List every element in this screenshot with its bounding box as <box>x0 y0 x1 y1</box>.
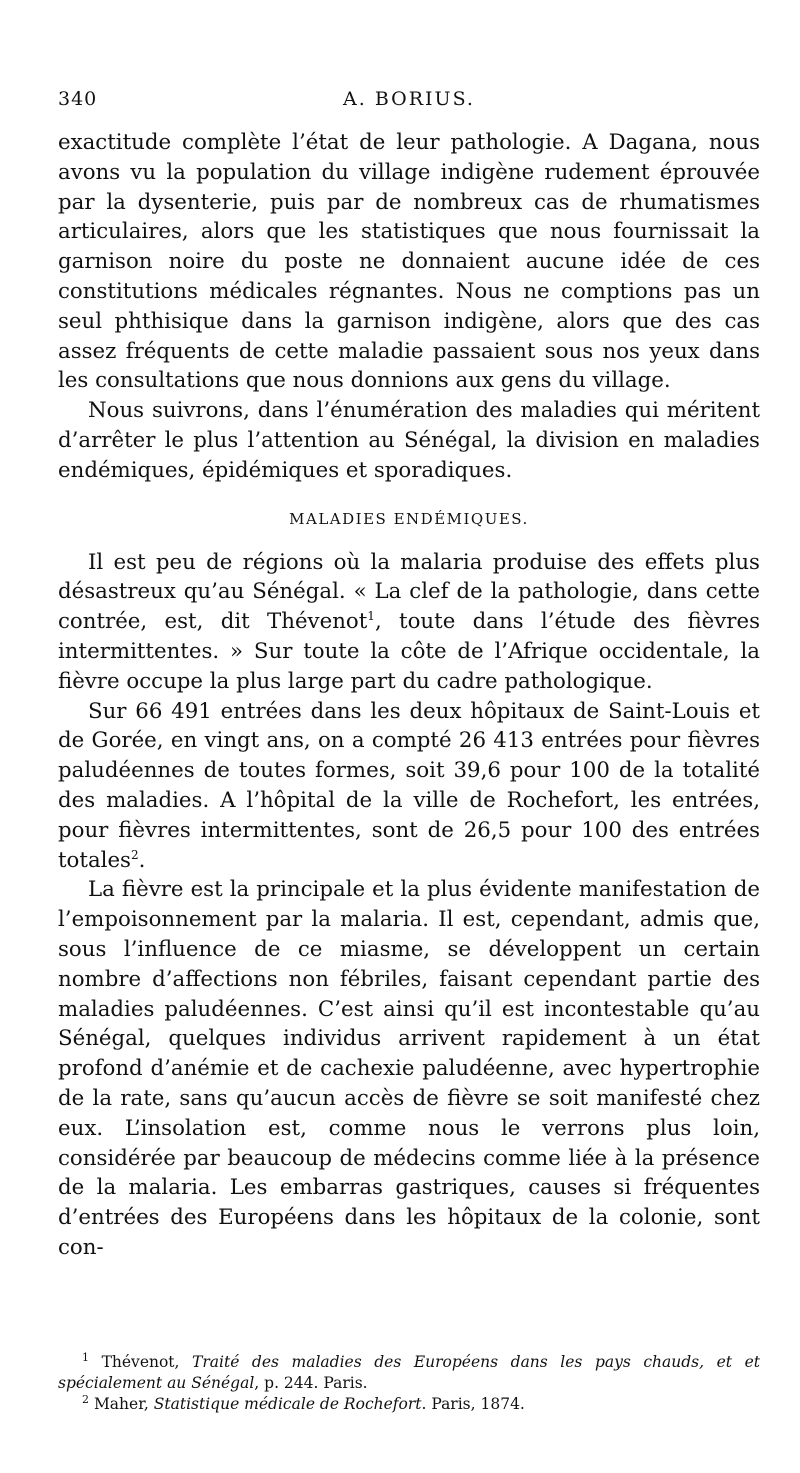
paragraph-division: Nous suivrons, dans l’énumération des maladies qui méritent d’arrêter le plus l’attention au Sénégal, la division en maladies endémiques, épidémiques et sporadiques. <box>58 398 760 483</box>
paragraph-malaria-text-b: , toute dans l’étude des fièvres intermittentes. » Sur toute la côte de l’Afrique occidentale, la fièvre occupe la plus large part du cadre pathologique. <box>58 609 761 694</box>
paragraph-statistics-text-b: . <box>138 847 146 873</box>
footnote-1-rest: , p. 244. Paris. <box>254 1374 368 1392</box>
body-text <box>58 128 760 1263</box>
footnote-2-marker: 2 <box>82 1392 89 1406</box>
footnote-2-author: Maher, <box>93 1395 154 1413</box>
footnote-1-marker: 1 <box>82 1350 89 1364</box>
paragraph-continuation: exactitude complète l’état de leur pathologie. A Dagana, nous avons vu la population du village indigène rudement éprouvée par la dysenterie, puis par de nombreux cas de rhumatismes articulaires, alors que les statistiques que nous fournissait la garnison noire du poste ne donnaient aucune idée de ces constitutions médicales régnantes. Nous ne comptions pas un seul phthisique dans la garnison indigène, alors que des cas assez fréquents de cette maladie passaient sous nos yeux dans les consultations que nous donnions aux gens du village. <box>58 130 760 394</box>
paragraph-fever: La fièvre est la principale et la plus évidente manifestation de l’empoisonnement par la malaria. Il est, cependant, admis que, sous l’influence de ce miasme, se développent un certain nombre d’affections non fébriles, faisant cependant partie des maladies paludéennes. C’est ainsi qu’il est incontestable qu’au Sénégal, quelques individus arrivent rapidement à un état profond d’anémie et de cachexie paludéenne, avec hypertrophie de la rate, sans qu’aucun accès de fièvre se soit manifesté chez eux. L’insolation est, comme nous le verrons plus loin, considérée par beaucoup de médecins comme liée à la présence de la malaria. Les embarras gastriques, causes si fréquentes d’entrées des Européens dans les hôpitaux de la colonie, sont con- <box>58 877 760 1260</box>
paragraph-malaria-text-a: Il est peu de régions où la malaria produise des effets plus désastreux qu’au Sénégal. « La clef de la pathologie, dans cette contrée, est, dit Thévenot <box>58 549 760 635</box>
footnote-ref-1: 1 <box>367 609 375 624</box>
page-number: 340 <box>58 88 98 110</box>
section-title: MALADIES ENDÉMIQUES. <box>289 509 529 528</box>
footnote-1-title: Traité des maladies des Européens dans les pays chauds, et et spécialement au Sénégal <box>58 1353 760 1392</box>
footnote-2 <box>58 1394 760 1415</box>
footnote-1-author: Thévenot, <box>101 1353 193 1371</box>
paragraph-statistics <box>58 697 760 876</box>
footnote-2-title: Statistique médicale de Rochefort <box>153 1395 422 1413</box>
footnote-ref-2: 2 <box>130 847 139 862</box>
running-head <box>58 88 760 118</box>
running-title: A. BORIUS. <box>343 88 475 110</box>
footnote-1 <box>58 1352 760 1394</box>
footnotes <box>58 1352 760 1415</box>
footnote-2-rest: . Paris, 1874. <box>421 1395 525 1413</box>
paragraph-statistics-text-a: Sur 66 491 entrées dans les deux hôpitaux de Saint-Louis et de Gorée, en vingt ans, on a compté 26 413 entrées pour fièvres paludéennes de toutes formes, soit 39,6 pour 100 de la totalité des maladies. A l’hôpital de la ville de Rochefort, les entrées, pour fièvres intermittentes, sont de 26,5 pour 100 des entrées totales <box>58 698 760 873</box>
paragraph-malaria <box>58 548 760 697</box>
